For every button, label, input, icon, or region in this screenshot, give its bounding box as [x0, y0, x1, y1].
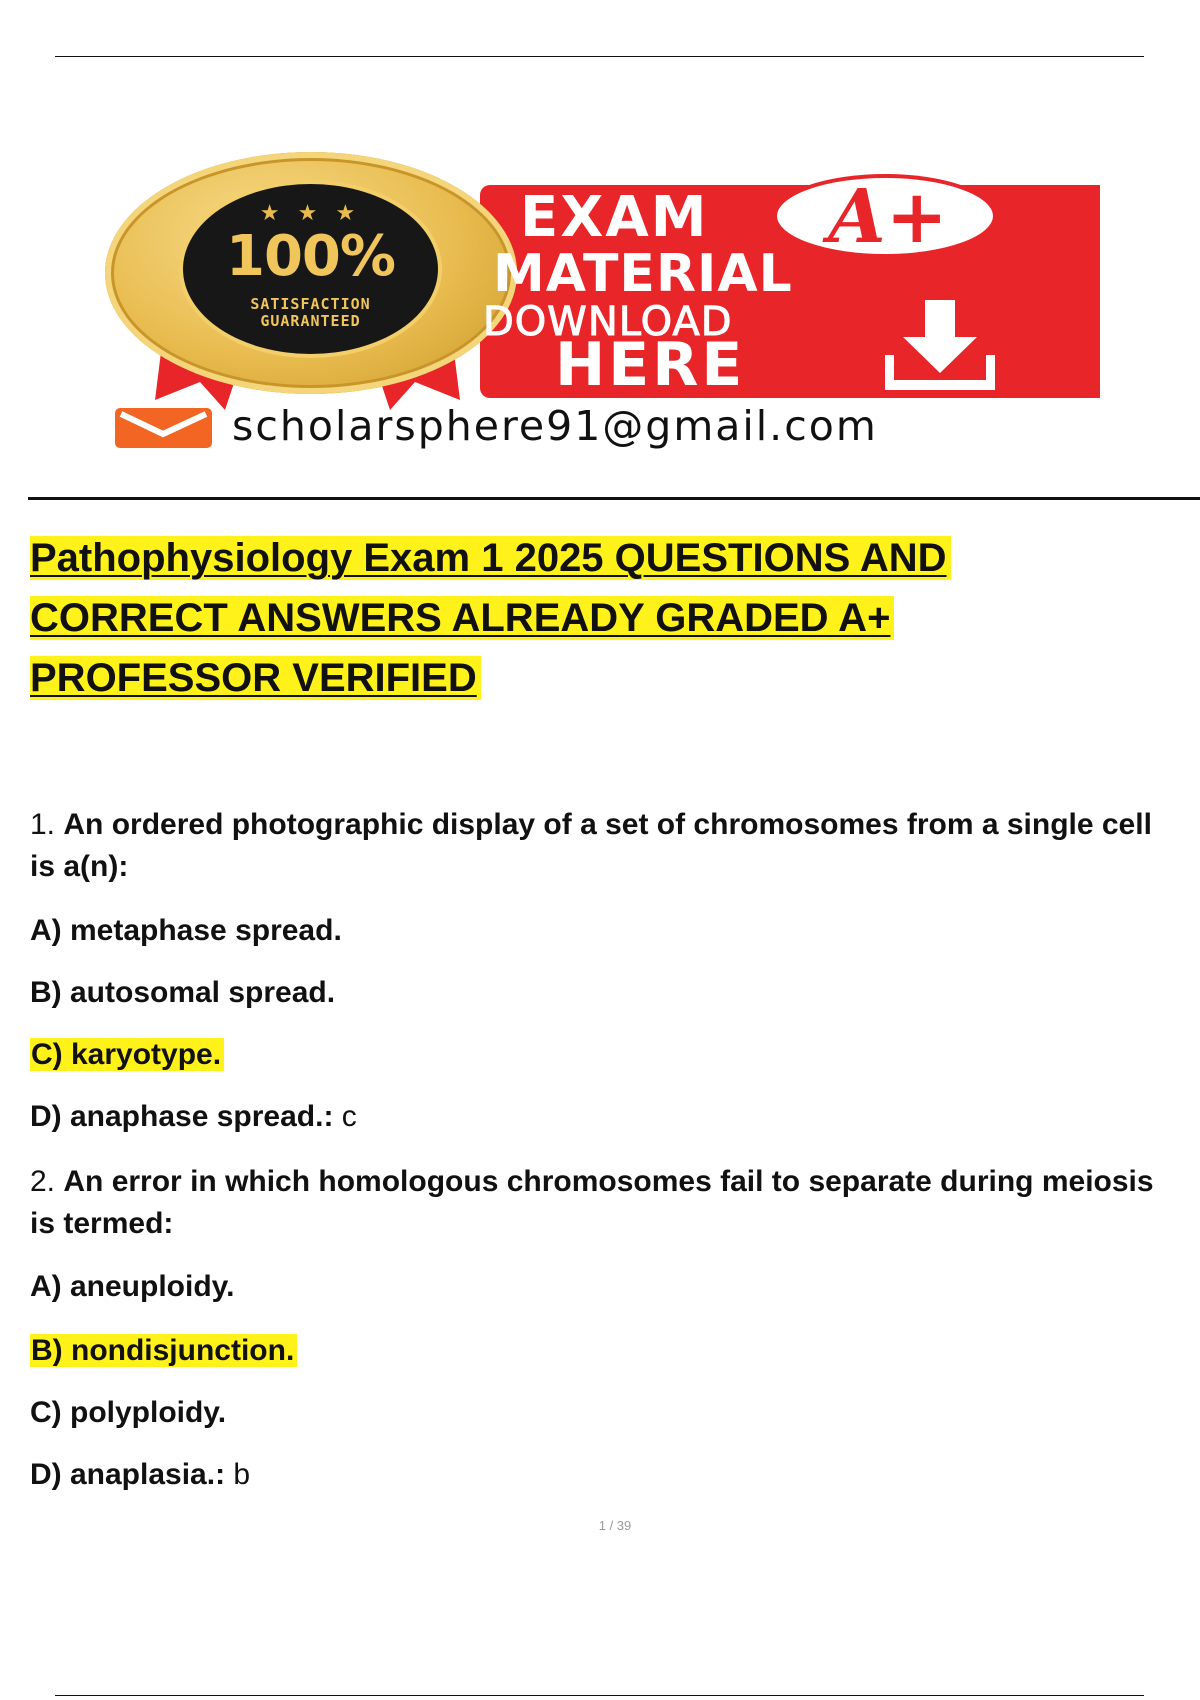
option-1a	[30, 912, 342, 950]
seal-icon	[105, 152, 517, 394]
question-1	[30, 804, 1180, 888]
answer-key: b	[233, 1458, 251, 1491]
question-text: An error in which homologous chromosomes fail to separate during meiosis is termed:	[30, 1165, 1154, 1240]
question-number: 2.	[30, 1165, 56, 1198]
question-number: 1.	[30, 808, 56, 841]
question-text: An ordered photographic display of a set of chromosomes from a single cell is a(n):	[30, 808, 1152, 883]
option-2b	[30, 1332, 297, 1370]
answer-key: c	[341, 1100, 357, 1133]
option-2c	[30, 1394, 226, 1432]
option-label-highlighted: C) karyotype.	[30, 1038, 224, 1071]
page-number: 1 / 39	[598, 1518, 632, 1533]
title-line-1: Pathophysiology Exam 1 2025 QUESTIONS AND	[30, 536, 951, 580]
option-label: A) metaphase spread.	[30, 914, 342, 947]
option-1c	[30, 1036, 224, 1074]
option-label: D) anaphase spread.:	[30, 1100, 334, 1133]
seal-line-1: SATISFACTION	[250, 295, 371, 313]
banner-download: DOWNLOAD	[483, 299, 733, 345]
bottom-rule	[55, 1695, 1144, 1696]
option-label: C) polyploidy.	[30, 1396, 227, 1429]
option-2a	[30, 1268, 234, 1306]
mail-icon	[115, 408, 212, 448]
option-label-highlighted: B) nondisjunction.	[30, 1334, 297, 1367]
question-2	[30, 1161, 1180, 1245]
seal-line-2: GUARANTEED	[260, 312, 361, 330]
contact-email[interactable]: scholarsphere91@gmail.com	[232, 402, 878, 450]
seal-stars: ★ ★ ★	[259, 200, 362, 225]
document-title	[30, 528, 1150, 708]
title-line-2: CORRECT ANSWERS ALREADY GRADED A+	[30, 596, 894, 640]
a-plus-text: A+	[828, 174, 948, 260]
banner-material: MATERIAL	[493, 244, 793, 304]
option-label: B) autosomal spread.	[30, 976, 336, 1009]
seal-center	[183, 184, 438, 354]
option-label: D) anaplasia.:	[30, 1458, 226, 1491]
a-plus-badge	[770, 170, 1000, 262]
section-rule	[28, 497, 1200, 500]
top-rule	[55, 56, 1144, 57]
seal-percent: 100%	[225, 224, 395, 289]
option-1b	[30, 974, 335, 1012]
title-line-3: PROFESSOR VERIFIED	[30, 656, 481, 700]
download-arrow-icon	[885, 295, 995, 390]
promo-banner[interactable]	[105, 150, 1115, 465]
banner-exam: EXAM	[520, 185, 709, 250]
option-2d	[30, 1456, 250, 1494]
option-1d	[30, 1098, 357, 1136]
banner-here: HERE	[555, 330, 746, 400]
option-label: A) aneuploidy.	[30, 1270, 235, 1303]
